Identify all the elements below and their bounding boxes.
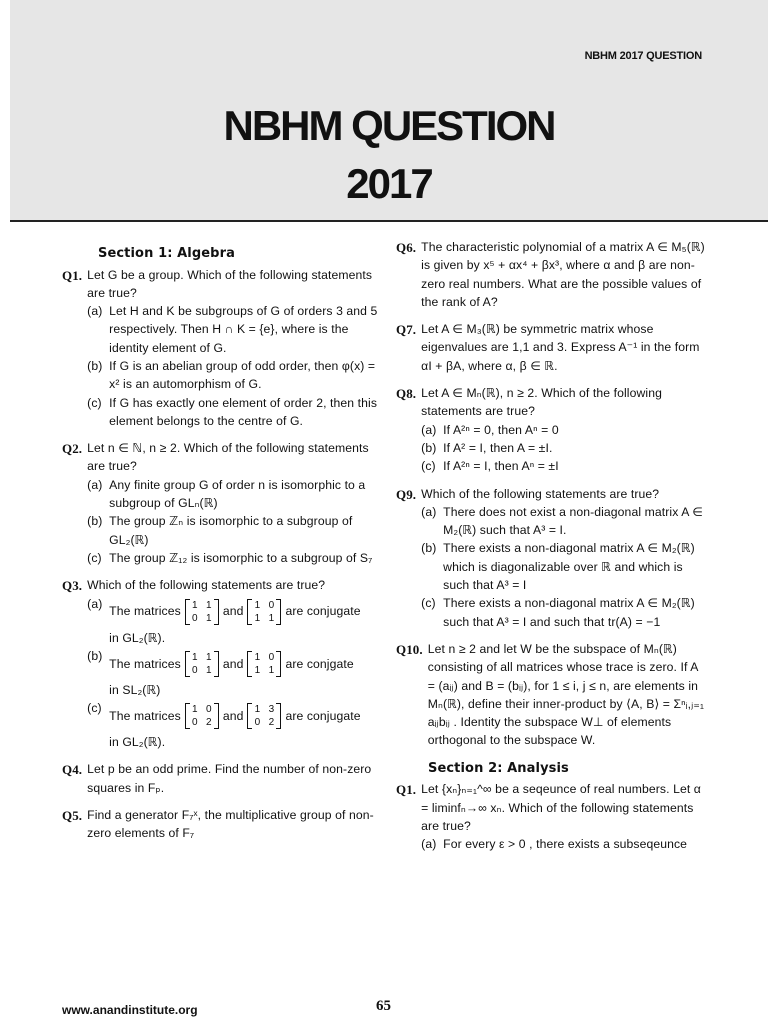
question-number: Q10. [396, 641, 423, 657]
question-number: Q7. [396, 322, 417, 338]
question-number: Q2. [62, 441, 83, 457]
question-text: Let n ∈ ℕ, n ≥ 2. Which of the following statements are true? [87, 441, 369, 474]
option-a: (a) The matrices 1 1 0 1 and 1 0 1 1 are conjugate in GL₂(ℝ). [87, 596, 361, 645]
question-text: Find a generator F₇ˣ, the multiplicative group of non-zero elements of F₇ [87, 808, 374, 841]
header-divider [10, 220, 768, 222]
option-a: (a) There does not exist a non-diagonal matrix A ∈ M₂(ℝ) such that A³ = I. [421, 504, 703, 538]
question-text: Let p be an odd prime. Find the number of non-zero squares in Fₚ. [87, 762, 372, 795]
matrix-2: 1 0 1 1 [247, 599, 281, 625]
question-q3 [62, 576, 380, 751]
question-text: The characteristic polynomial of a matrix A ∈ M₅(ℝ) is given by x⁵ + αx⁴ + βx³, where α and β are non-zero real numbers. What are the possible values of the rank of A? [421, 240, 705, 309]
question-number: Q8. [396, 386, 417, 402]
right-column [396, 238, 706, 862]
option-b: (b) The matrices 1 1 0 1 and 1 0 1 1 are conjgate in SL₂(ℝ) [87, 648, 354, 697]
question-text: Let A ∈ M₃(ℝ) be symmetric matrix whose eigenvalues are 1,1 and 3. Express A⁻¹ in the form αI + βA, where α, β ∈ ℝ. [421, 322, 700, 373]
option-b: (b) The group ℤₙ is isomorphic to a subgroup of GL₂(ℝ) [87, 514, 353, 547]
matrix-2: 1 0 1 1 [247, 651, 281, 677]
left-column [62, 238, 380, 852]
header-tag: NBHM 2017 QUESTION [584, 50, 702, 62]
option-c: (c) If G has exactly one element of order 2, then this element belongs to the centre of G. [87, 395, 378, 428]
question-number: Q1. [62, 267, 83, 283]
question-text: Let G be a group. Which of the following statements are true? [87, 267, 373, 300]
footer-website: www.anandinstitute.org [62, 1003, 198, 1017]
option-c: (c) The group ℤ₁₂ is isomorphic to a subgroup of S₇ [87, 550, 373, 565]
matrix-2: 1 3 0 2 [247, 703, 281, 729]
matrix-1: 1 1 0 1 [185, 599, 219, 625]
question-q10 [396, 640, 706, 750]
section-title-algebra: Section 1: Algebra [98, 246, 235, 261]
question-number: Q9. [396, 486, 417, 502]
question-number: Q4. [62, 762, 83, 778]
question-text: Let A ∈ Mₙ(ℝ), n ≥ 2. Which of the following statements are true? [421, 386, 662, 419]
option-c: (c) If A²ⁿ = I, then Aⁿ = ±I [421, 459, 559, 474]
matrix-1: 1 0 0 2 [185, 703, 219, 729]
question-q8 [396, 384, 706, 475]
option-b: (b) There exists a non-diagonal matrix A ∈ M₂(ℝ) which is diagonalizable over ℝ and which is such that A³ = I [421, 541, 695, 593]
question-text: Which of the following statements are true? [87, 578, 326, 593]
question-q1 [62, 266, 380, 431]
question-q9 [396, 485, 706, 631]
question-number: Q6. [396, 240, 417, 255]
section-title-analysis: Section 2: Analysis [428, 760, 569, 776]
option-b: (b) If A² = I, then A = ±I. [421, 440, 553, 455]
question-text: Let n ≥ 2 and let W be the subspace of Mₙ(ℝ) consisting of all matrices whose trace is zero. If A = (aᵢⱼ) and B = (bᵢⱼ), for 1 ≤ i, j ≤ n, are elements in Mₙ(ℝ), define their inner-product by ⟨A, B⟩ = Σⁿᵢ,ⱼ₌₁ aᵢⱼbᵢⱼ . Identity the subspace W⊥ of elements orthogonal to the subspace W. [427, 641, 705, 748]
page-number: 65 [376, 998, 391, 1014]
question-text: Let {xₙ}ₙ₌₁^∞ be a seqeunce of real numbers. Let α = liminfₙ→∞ xₙ. Which of the following statements are true? [421, 782, 701, 833]
option-b: (b) If G is an abelian group of odd order, then φ(x) = x² is an automorphism of G. [87, 358, 376, 392]
question-q5 [62, 806, 380, 843]
question-q2 [62, 439, 380, 567]
question-q7 [396, 320, 706, 375]
question-analysis-q1 [396, 780, 706, 853]
question-q4 [62, 760, 380, 797]
option-a: (a) If A²ⁿ = 0, then Aⁿ = 0 [421, 422, 559, 437]
matrix-1: 1 1 0 1 [185, 651, 219, 677]
page-title-year: 2017 [346, 160, 432, 207]
option-c: (c) The matrices 1 0 0 2 and 1 3 0 2 are conjugate in GL₂(ℝ). [87, 701, 361, 750]
question-number: Q3. [62, 578, 83, 594]
question-number: Q5. [62, 808, 83, 824]
option-a: (a) Let H and K be subgroups of G of orders 3 and 5 respectively. Then H ∩ K = {e}, where is the identity element of G. [87, 304, 378, 355]
question-q6 [396, 238, 706, 311]
option-a: (a) Any finite group G of order n is isomorphic to a subgroup of GLₙ(ℝ) [87, 477, 366, 511]
option-a: (a) For every ε > 0 , there exists a subseqeunce [421, 837, 688, 852]
question-number: Q1. [396, 782, 417, 798]
page-title: NBHM QUESTION [223, 102, 555, 149]
option-c: (c) There exists a non-diagonal matrix A ∈ M₂(ℝ) such that A³ = I and such that tr(A) = −1 [421, 596, 695, 629]
question-text: Which of the following statements are true? [421, 486, 660, 501]
